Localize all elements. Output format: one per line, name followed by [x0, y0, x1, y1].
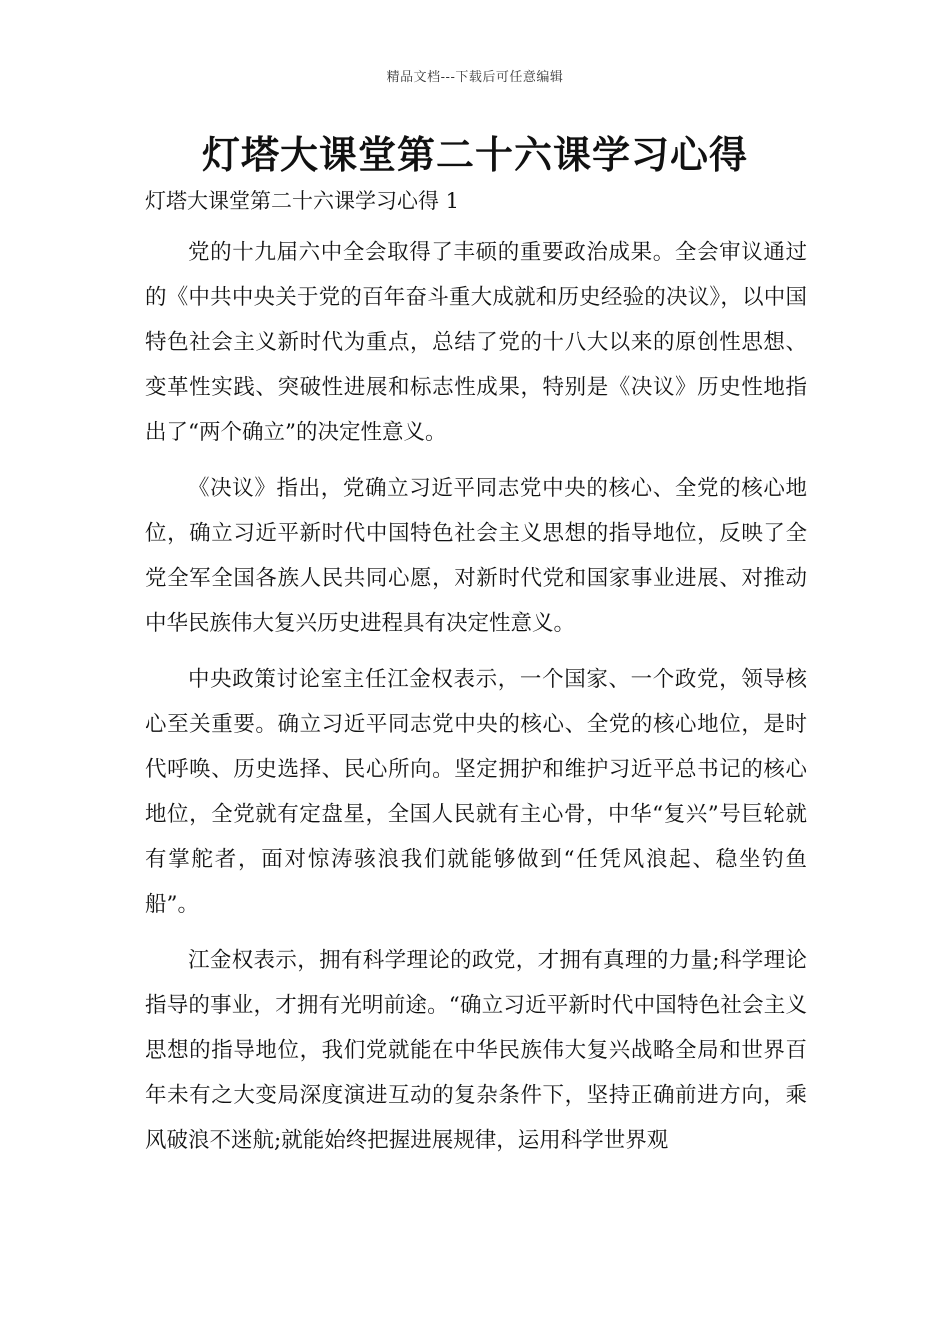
- document-body: [145, 230, 807, 1174]
- document-title: 灯塔大课堂第二十六课学习心得: [201, 133, 748, 177]
- paragraph-1: 党的十九届六中全会取得了丰硕的重要政治成果。全会审议通过的《中共中央关于党的百年奋斗重大成就和历史经验的决议》，以中国特色社会主义新时代为重点，总结了党的十八大以来的原创性思想、变革性实践、突破性进展和标志性成果，特别是《决议》历史性地指出了“两个确立”的决定性意义。: [145, 240, 807, 445]
- paragraph-2: 《决议》指出，党确立习近平同志党中央的核心、全党的核心地位，确立习近平新时代中国特色社会主义思想的指导地位，反映了全党全军全国各族人民共同心愿，对新时代党和国家事业进展、对推动中华民族伟大复兴历史进程具有决定性意义。: [145, 476, 807, 636]
- paragraph-4: 江金权表示，拥有科学理论的政党，才拥有真理的力量;科学理论指导的事业，才拥有光明前途。“确立习近平新时代中国特色社会主义思想的指导地位，我们党就能在中华民族伟大复兴战略全局和世界百年未有之大变局深度演进互动的复杂条件下，坚持正确前进方向，乘风破浪不迷航;就能始终把握进展规律，运用科学世界观: [145, 948, 807, 1153]
- header-note: 精品文档---下载后可任意编辑: [386, 70, 564, 85]
- paragraph-3: 中央政策讨论室主任江金权表示，一个国家、一个政党，领导核心至关重要。确立习近平同志党中央的核心、全党的核心地位，是时代呼唤、历史选择、民心所向。坚定拥护和维护习近平总书记的核心地位，全党就有定盘星，全国人民就有主心骨，中华“复兴”号巨轮就有掌舵者，面对惊涛骇浪我们就能够做到“任凭风浪起、稳坐钓鱼船”。: [145, 667, 807, 917]
- document-subtitle: 灯塔大课堂第二十六课学习心得 1: [145, 189, 460, 213]
